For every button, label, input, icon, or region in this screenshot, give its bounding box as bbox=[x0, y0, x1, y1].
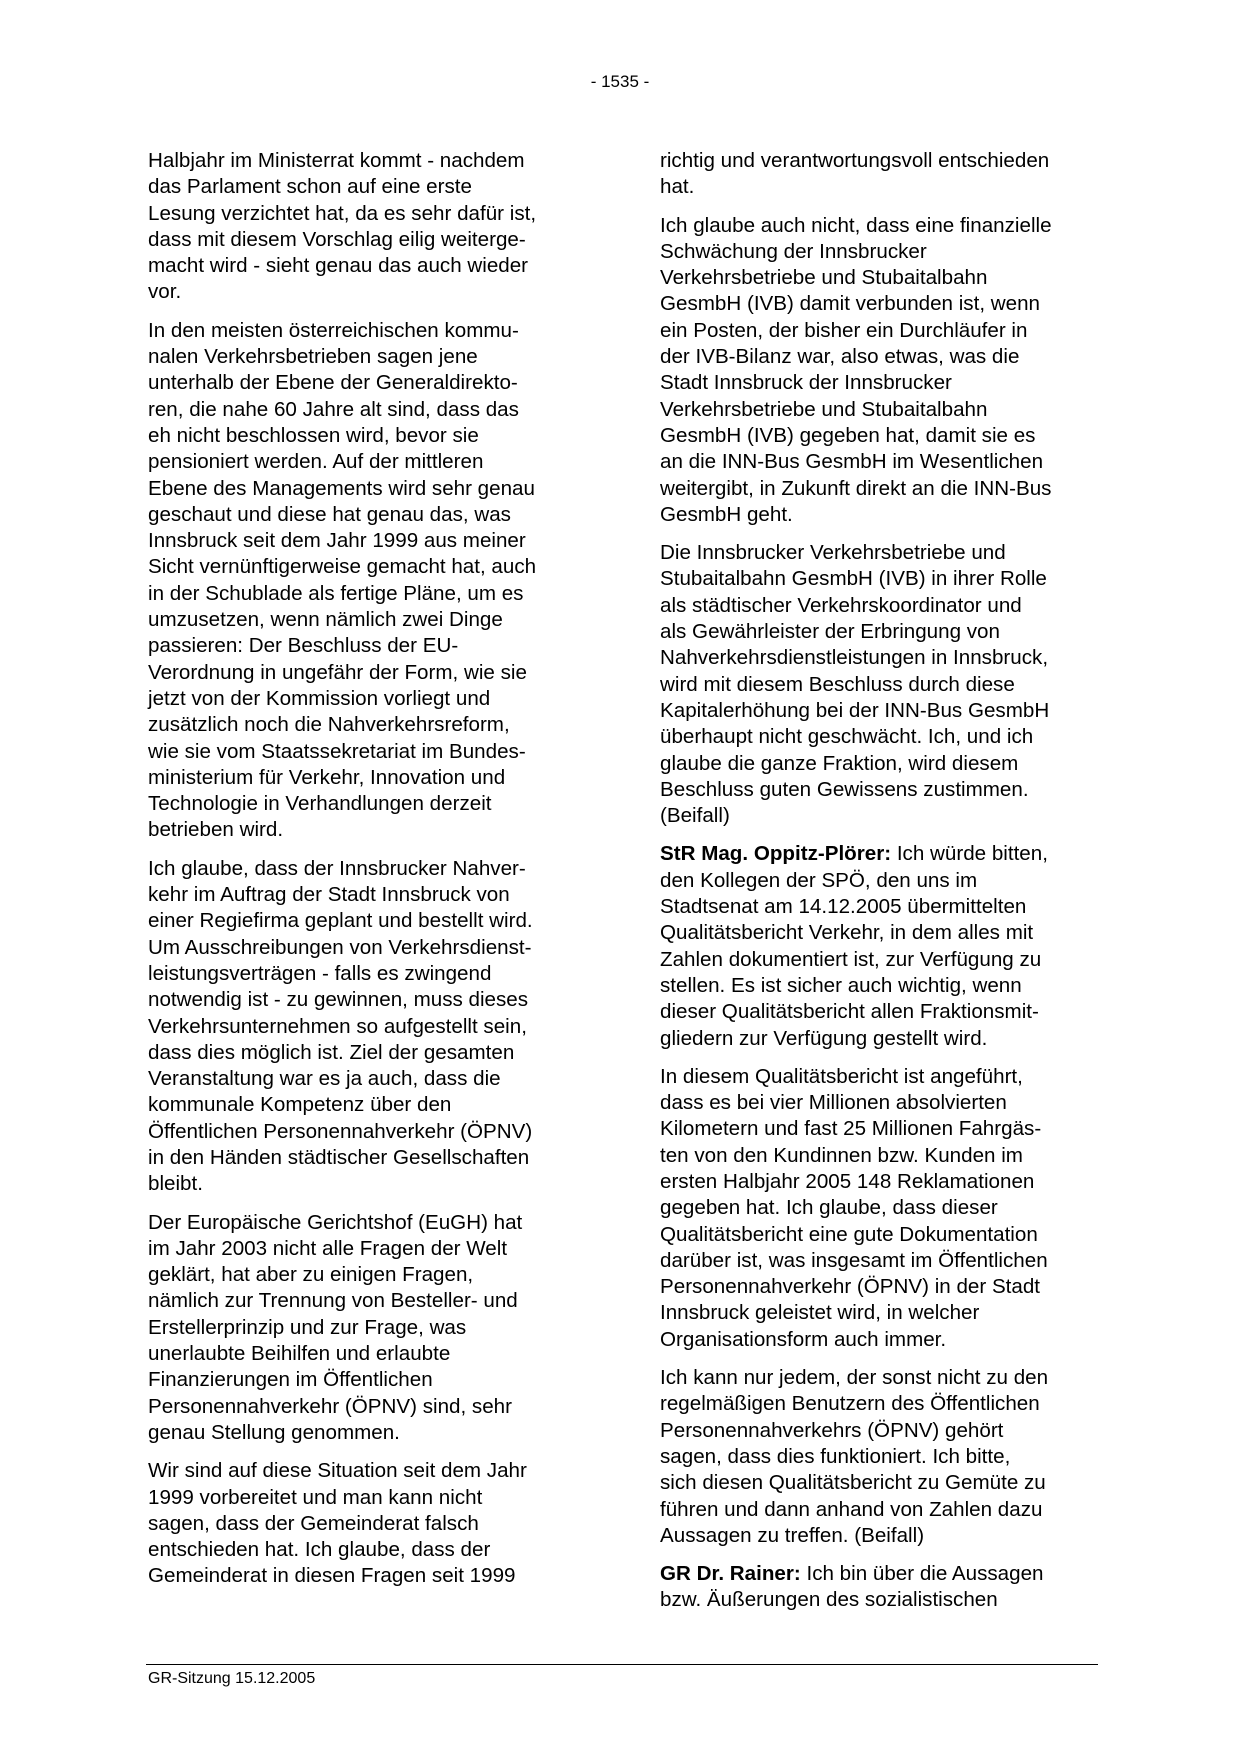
speaker-name: GR Dr. Rainer: bbox=[660, 1562, 801, 1586]
speaker-name: StR Mag. Oppitz-Plörer: bbox=[660, 842, 892, 866]
paragraph: Die Innsbrucker Verkehrsbetriebe und Stubaitalbahn GesmbH (IVB) in ihrer Rolle als städtischer Verkehrskoordinator und als Gewährleister der Erbringung von Nahverkehrsdienstleistungen in Innsbruck, wird mit diesem Beschluss durch diese Kapitalerhöhung bei der INN-Bus GesmbH überhaupt nicht geschwächt. Ich, und ich glaube die ganze Fraktion, wird diesem Beschluss guten Gewissens zustimmen. (Beifall) bbox=[660, 541, 1050, 828]
paragraph: Ich kann nur jedem, der sonst nicht zu den regelmäßigen Benutzern des Öffentlichen Personennahverkehrs (ÖPNV) gehört sagen, dass dies funktioniert. Ich bitte, sich diesen Qualitätsbericht zu Gemüte zu führen und dann anhand von Zahlen dazu Aussagen zu treffen. (Beifall) bbox=[660, 1366, 1049, 1547]
footer-text: GR-Sitzung 15.12.2005 bbox=[148, 1670, 316, 1687]
footer-divider bbox=[146, 1664, 1098, 1665]
paragraph: richtig und verantwortungsvoll entschieden hat. bbox=[660, 149, 1050, 199]
page-number: - 1535 - bbox=[590, 72, 650, 91]
speech-text: Ich bin über die Aussagen bzw. Äußerungen des sozialistischen bbox=[660, 1562, 1044, 1612]
speech-paragraph bbox=[660, 1561, 1100, 1614]
speech-paragraph bbox=[660, 841, 1100, 1051]
paragraph: In den meisten österreichischen kommu- nalen Verkehrsbetrieben sagen jene unterhalb der Ebene der Generaldirekto- ren, die nahe 60 Jahre alt sind, dass das eh nicht beschlossen wird, bevor sie pensioniert werden. Auf der mittleren Ebene des Managements wird sehr genau geschaut und diese hat genau das, was Innsbruck seit dem Jahr 1999 aus meiner Sicht vernünftigerweise gemacht hat, auch in der Schublade als fertige Pläne, um es umzusetzen, wenn nämlich zwei Dinge passieren: Der Beschluss der EU- Verordnung in ungefähr der Form, wie sie jetzt von der Kommission vorliegt und zusätzlich noch die Nahverkehrsreform, wie sie vom Staatssekretariat im Bundes- ministerium für Verkehr, Innovation und Technologie in Verhandlungen derzeit betrieben wird. bbox=[148, 318, 537, 842]
paragraph: Der Europäische Gerichtshof (EuGH) hat im Jahr 2003 nicht alle Fragen der Welt geklärt, hat aber zu einigen Fragen, nämlich zur Trennung von Besteller- und Erstellerprinzip und zur Frage, was unerlaubte Beihilfen und erlaubte Finanzierungen im Öffentlichen Personennahverkehr (ÖPNV) sind, sehr genau Stellung genommen. bbox=[148, 1210, 523, 1444]
paragraph: Wir sind auf diese Situation seit dem Jahr 1999 vorbereitet und man kann nicht sagen, dass der Gemeinderat falsch entschieden hat. Ich glaube, dass der Gemeinderat in diesen Fragen seit 1999 bbox=[148, 1459, 527, 1588]
paragraph: Halbjahr im Ministerrat kommt - nachdem das Parlament schon auf eine erste Lesung verzichtet hat, da es sehr dafür ist, dass mit diesem Vorschlag eilig weiterge- macht wird - sieht genau das auch wieder vor. bbox=[148, 149, 537, 304]
left-column bbox=[148, 148, 588, 1602]
speech-text: Ich würde bitten, den Kollegen der SPÖ, den uns im Stadtsenat am 14.12.2005 übermittelten Qualitätsbericht Verkehr, in dem alles mit Zahlen dokumentiert ist, zur Verfügung zu stellen. Es ist sicher auch wichtig, wenn dieser Qualitätsbericht allen Fraktionsmit- gliedern zur Verfügung gestellt wird. bbox=[660, 842, 1048, 1050]
right-column bbox=[660, 148, 1100, 1626]
paragraph: Ich glaube auch nicht, dass eine finanzielle Schwächung der Innsbrucker Verkehrsbetriebe und Stubaitalbahn GesmbH (IVB) damit verbunden ist, wenn ein Posten, der bisher ein Durchläufer in der IVB-Bilanz war, also etwas, was die Stadt Innsbruck der Innsbrucker Verkehrsbetriebe und Stubaitalbahn GesmbH (IVB) gegeben hat, damit sie es an die INN-Bus GesmbH im Wesentlichen weitergibt, in Zukunft direkt an die INN-Bus GesmbH geht. bbox=[660, 213, 1052, 526]
paragraph: In diesem Qualitätsbericht ist angeführt, dass es bei vier Millionen absolvierten Kilometern und fast 25 Millionen Fahrgäs- ten von den Kundinnen bzw. Kunden im ersten Halbjahr 2005 148 Reklamationen gegeben hat. Ich glaube, dass dieser Qualitätsbericht eine gute Dokumentation darüber ist, was insgesamt im Öffentlichen Personennahverkehr (ÖPNV) in der Stadt Innsbruck geleistet wird, in welcher Organisationsform auch immer. bbox=[660, 1064, 1048, 1351]
paragraph: Ich glaube, dass der Innsbrucker Nahver- kehr im Auftrag der Stadt Innsbruck von einer Regiefirma geplant und bestellt wird. Um Ausschreibungen von Verkehrsdienst- leistungsverträgen - falls es zwingend notwendig ist - zu gewinnen, muss dieses Verkehrsunternehmen so aufgestellt sein, dass dies möglich ist. Ziel der gesamten Veranstaltung war es ja auch, dass die kommunale Kompetenz über den Öffentlichen Personennahverkehr (ÖPNV) in den Händen städtischer Gesellschaften bleibt. bbox=[148, 856, 533, 1196]
